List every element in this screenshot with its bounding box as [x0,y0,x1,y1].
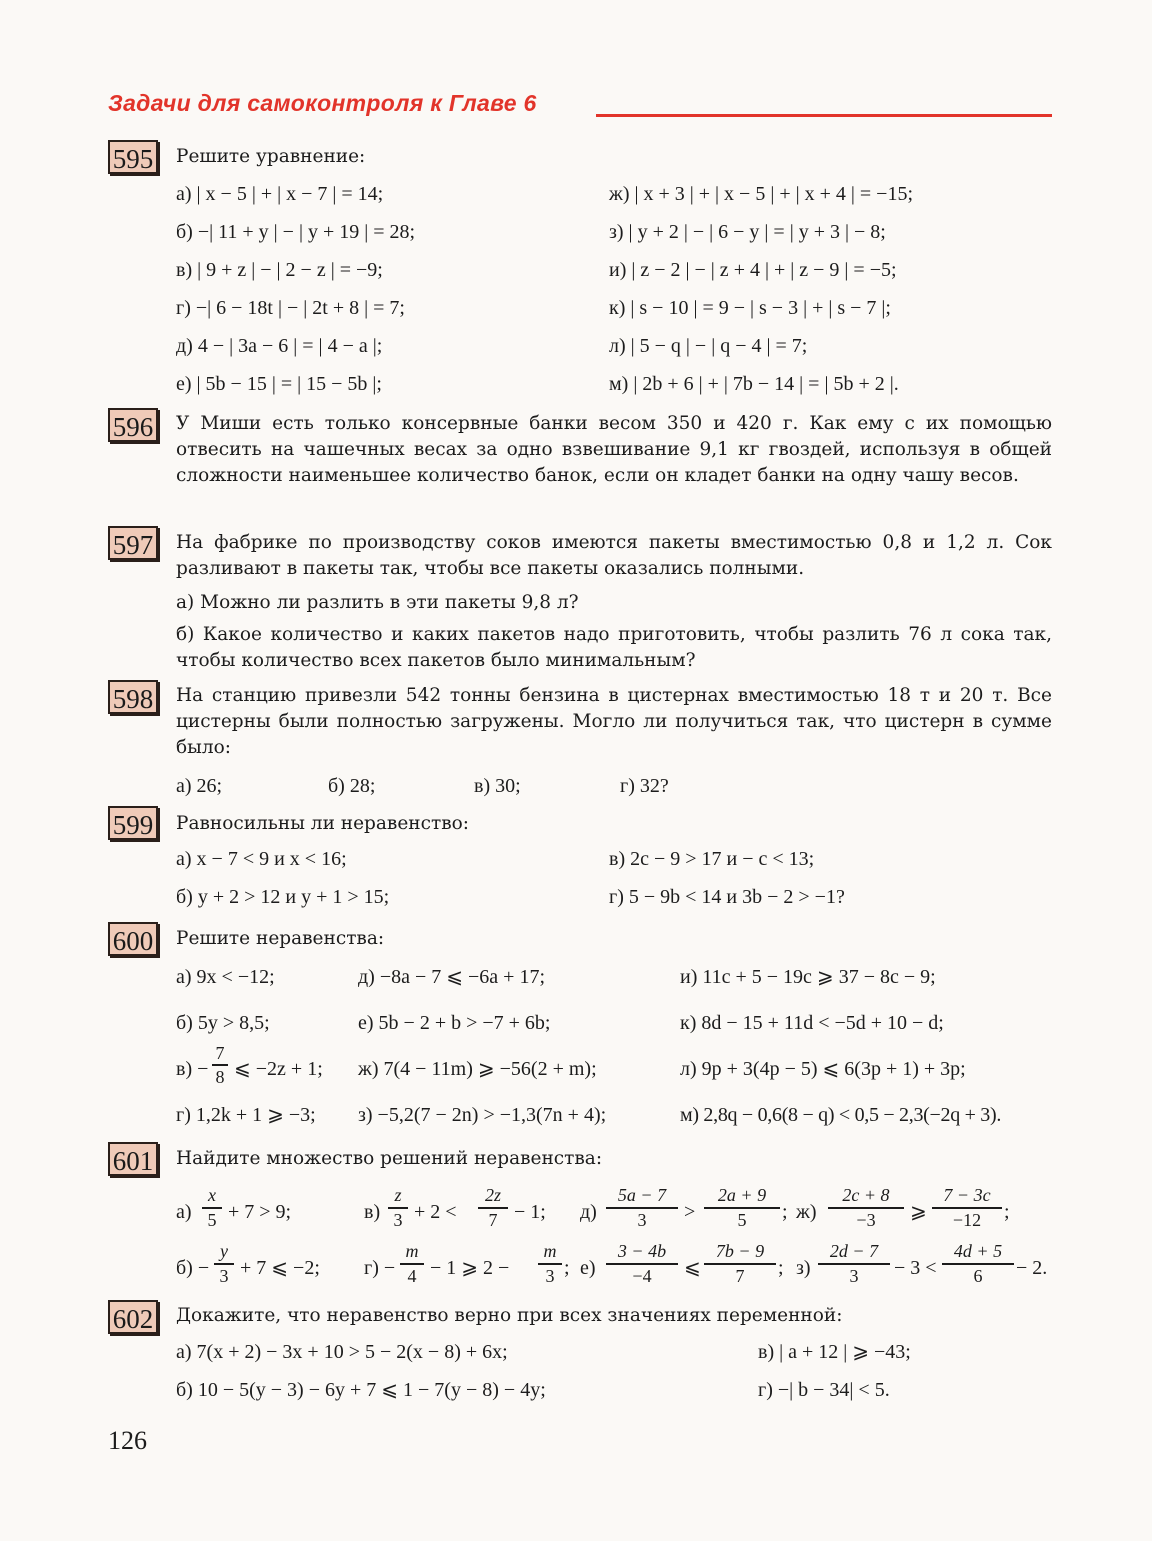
fraction-bar [388,1207,408,1209]
section-title: Задачи для самоконтроля к Главе 6 [108,90,537,116]
eq-595-d: д) 4 − | 3a − 6 | = | 4 − a |; [176,335,383,357]
ineq-601-d-rest: ; [782,1201,788,1223]
ineq-600-zh: ж) 7(4 − 11m) ⩾ −56(2 + m); [358,1058,597,1080]
fraction-bar [606,1263,678,1265]
problem-597-text: На фабрике по производству соков имеются пакеты вместимостью 0,8 и 1,2 л. Сок разливают в пакеты так, чтобы все пакеты оказались полными. [176,532,1052,579]
ineq-601-g-label: г) − [364,1257,396,1279]
eq-595-l: л) | 5 − q | − | q − 4 | = 7; [609,335,808,357]
ineq-600-v-num: 7 [215,1043,225,1063]
ineq-602-b: б) 10 − 5(y − 3) − 6y + 7 ⩽ 1 − 7(y − 8) − 4y; [176,1379,546,1401]
eq-595-b: б) −| 11 + y | − | y + 19 | = 28; [176,221,416,243]
ineq-601-z-num: 2d − 7 [829,1241,879,1261]
fraction-bar [818,1263,890,1265]
ineq-601-a-num: x [208,1185,216,1205]
ineq-601-g-den2: 3 [545,1266,555,1286]
problem-600-prompt: Решите неравенства: [176,928,385,949]
eq-595-e: е) | 5b − 15 | = | 15 − 5b |; [176,373,382,395]
ineq-601-v-den: 3 [393,1210,403,1230]
fraction-bar [212,1064,228,1066]
ineq-600-m: м) 2,8q − 0,6(8 − q) < 0,5 − 2,3(−2q + 3). [680,1104,1002,1126]
ineq-600-d: д) −8a − 7 ⩽ −6a + 17; [358,966,546,988]
ineq-599-v: в) 2c − 9 > 17 и − c < 13; [609,848,815,870]
ineq-601-d-num: 5a − 7 [617,1185,667,1205]
eq-595-a: а) | x − 5 | + | x − 7 | = 14; [176,183,384,205]
ineq-601-d-num2: 2a + 9 [717,1185,767,1205]
problem-number-600: 600 [108,922,158,956]
ineq-601-zh-mid: ⩾ [910,1201,927,1223]
option-598-g: г) 32? [620,775,669,797]
problem-number-598: 598 [108,680,158,714]
fraction-bar [538,1263,562,1265]
ineq-601-b-label: б) − [176,1257,210,1279]
ineq-602-v: в) | a + 12 | ⩾ −43; [758,1341,911,1363]
option-598-v: в) 30; [474,775,521,797]
ineq-600-v-label: в) − [176,1058,209,1080]
ineq-601-d-label: д) [580,1201,597,1223]
ineq-601-e-rest: ; [778,1257,784,1279]
ineq-601-z-mid: − 3 < [894,1257,937,1279]
problem-number-595: 595 [108,140,158,174]
eq-595-zh: ж) | x + 3 | + | x − 5 | + | x + 4 | = −15; [609,183,914,205]
ineq-600-v-den: 8 [215,1067,225,1087]
fraction-bar [932,1207,1002,1209]
ineq-601-e-num: 3 − 4b [617,1241,667,1261]
problem-599-prompt: Равносильны ли неравенство: [176,813,470,834]
ineq-601-g-den: 4 [407,1266,417,1286]
fraction-bar [214,1263,234,1265]
option-598-b: б) 28; [328,775,376,797]
ineq-600-a: а) 9x < −12; [176,966,275,988]
fraction-bar [704,1207,780,1209]
ineq-601-zh-num: 2c + 8 [842,1185,890,1205]
ineq-600-v-rest: ⩽ −2z + 1; [234,1058,323,1080]
ineq-601-d-den: 3 [637,1210,647,1230]
ineq-601-zh-rest: ; [1004,1201,1010,1223]
ineq-601-e-num2: 7b − 9 [715,1241,765,1261]
ineq-601-a-den: 5 [207,1210,217,1230]
ineq-600-z: з) −5,2(7 − 2n) > −1,3(7n + 4); [358,1104,607,1126]
eq-595-g: г) −| 6 − 18t | − | 2t + 8 | = 7; [176,297,405,319]
ineq-601-b-den: 3 [219,1266,229,1286]
fraction-bar [202,1207,222,1209]
ineq-601-v-den2: 7 [488,1210,498,1230]
ineq-601-g-num2: m [543,1241,557,1261]
ineq-602-a: а) 7(x + 2) − 3x + 10 > 5 − 2(x − 8) + 6x; [176,1341,508,1363]
ineq-601-b-num: y [220,1241,228,1261]
ineq-601-d-mid: > [684,1201,696,1223]
problem-number-597: 597 [108,526,158,560]
eq-595-i: и) | z − 2 | − | z + 4 | + | z − 9 | = −5; [609,259,897,281]
ineq-601-z-den: 3 [849,1266,859,1286]
ineq-601-v-mid: + 2 < [414,1201,457,1223]
ineq-599-b: б) y + 2 > 12 и y + 1 > 15; [176,886,390,908]
ineq-600-g: г) 1,2k + 1 ⩾ −3; [176,1104,316,1126]
problem-number-596: 596 [108,408,158,442]
problem-595-prompt: Решите уравнение: [176,146,366,167]
ineq-601-z-label: з) [796,1257,811,1279]
problem-number-601: 601 [108,1142,158,1176]
ineq-601-zh-num2: 7 − 3c [943,1185,991,1205]
ineq-599-g: г) 5 − 9b < 14 и 3b − 2 > −1? [609,886,845,908]
ineq-601-z-rest: − 2. [1016,1257,1048,1279]
ineq-601-g-mid: − 1 ⩾ 2 − [430,1257,510,1279]
ineq-601-e-label: е) [580,1257,596,1279]
ineq-601-d-den2: 5 [737,1210,747,1230]
problem-597-b: б) Какое количество и каких пакетов надо приготовить, чтобы разлить 76 л сока так, чтобы количество всех пакетов было минимальным? [176,624,1052,671]
problem-597-a: а) Можно ли разлить в эти пакеты 9,8 л? [176,592,579,613]
problem-602-prompt: Докажите, что неравенство верно при всех значениях переменной: [176,1305,843,1326]
problem-601-prompt: Найдите множество решений неравенства: [176,1148,603,1169]
ineq-601-z-den2: 6 [973,1266,983,1286]
problem-596-text: У Миши есть только консервные банки весом 350 и 420 г. Как ему с их помощью отвесить на чашечных весах за одно взвешивание 9,1 кг гвоздей, используя в общей сложности наименьшее количество банок, если он кладет банки на одну чашу весов. [176,413,1052,486]
problem-number-602: 602 [108,1300,158,1334]
eq-595-z: з) | y + 2 | − | 6 − y | = | y + 3 | − 8; [609,221,886,243]
ineq-600-e: е) 5b − 2 + b > −7 + 6b; [358,1012,551,1034]
problem-598-text: На станцию привезли 542 тонны бензина в цистернах вместимостью 18 т и 20 т. Все цистерны были полностью загружены. Могло ли получиться так, что цистерн в сумме было: [176,685,1052,758]
ineq-601-a-rest: + 7 > 9; [228,1201,292,1223]
ineq-600-k: к) 8d − 15 + 11d < −5d + 10 − d; [680,1012,944,1034]
page-number: 126 [108,1426,147,1455]
fraction-bar [400,1263,424,1265]
fraction-bar [478,1207,508,1209]
ineq-601-zh-den2: −12 [952,1210,982,1230]
ineq-601-v-label: в) [364,1201,381,1223]
eq-595-k: к) | s − 10 | = 9 − | s − 3 | + | s − 7 |; [609,297,891,319]
ineq-600-b: б) 5y > 8,5; [176,1012,270,1034]
ineq-601-g-num: m [405,1241,419,1261]
ineq-599-a: а) x − 7 < 9 и x < 16; [176,848,347,870]
ineq-601-g-rest: ; [564,1257,570,1279]
ineq-601-v-num2: 2z [484,1185,501,1205]
eq-595-v: в) | 9 + z | − | 2 − z | = −9; [176,259,383,281]
ineq-601-z-num2: 4d + 5 [953,1241,1003,1261]
problem-number-599: 599 [108,806,158,840]
fraction-bar [606,1207,678,1209]
ineq-601-b-rest: + 7 ⩽ −2; [240,1257,320,1279]
ineq-601-v-rest: − 1; [514,1201,546,1223]
ineq-601-e-mid: ⩽ [684,1257,701,1279]
ineq-601-e-den2: 7 [735,1266,745,1286]
fraction-bar [828,1207,904,1209]
ineq-602-g: г) −| b − 34| < 5. [758,1379,890,1401]
eq-595-m: м) | 2b + 6 | + | 7b − 14 | = | 5b + 2 |. [609,373,899,395]
fraction-bar [942,1263,1014,1265]
title-rule [596,114,1052,117]
ineq-601-e-den: −4 [632,1266,652,1286]
ineq-601-zh-label: ж) [796,1201,817,1223]
ineq-600-i: и) 11c + 5 − 19c ⩾ 37 − 8c − 9; [680,966,936,988]
ineq-600-l: л) 9p + 3(4p − 5) ⩽ 6(3p + 1) + 3p; [680,1058,966,1080]
option-598-a: а) 26; [176,775,223,797]
ineq-601-zh-den: −3 [856,1210,876,1230]
ineq-601-a-label: а) [176,1201,192,1223]
fraction-bar [704,1263,776,1265]
ineq-601-v-num: z [394,1185,402,1205]
